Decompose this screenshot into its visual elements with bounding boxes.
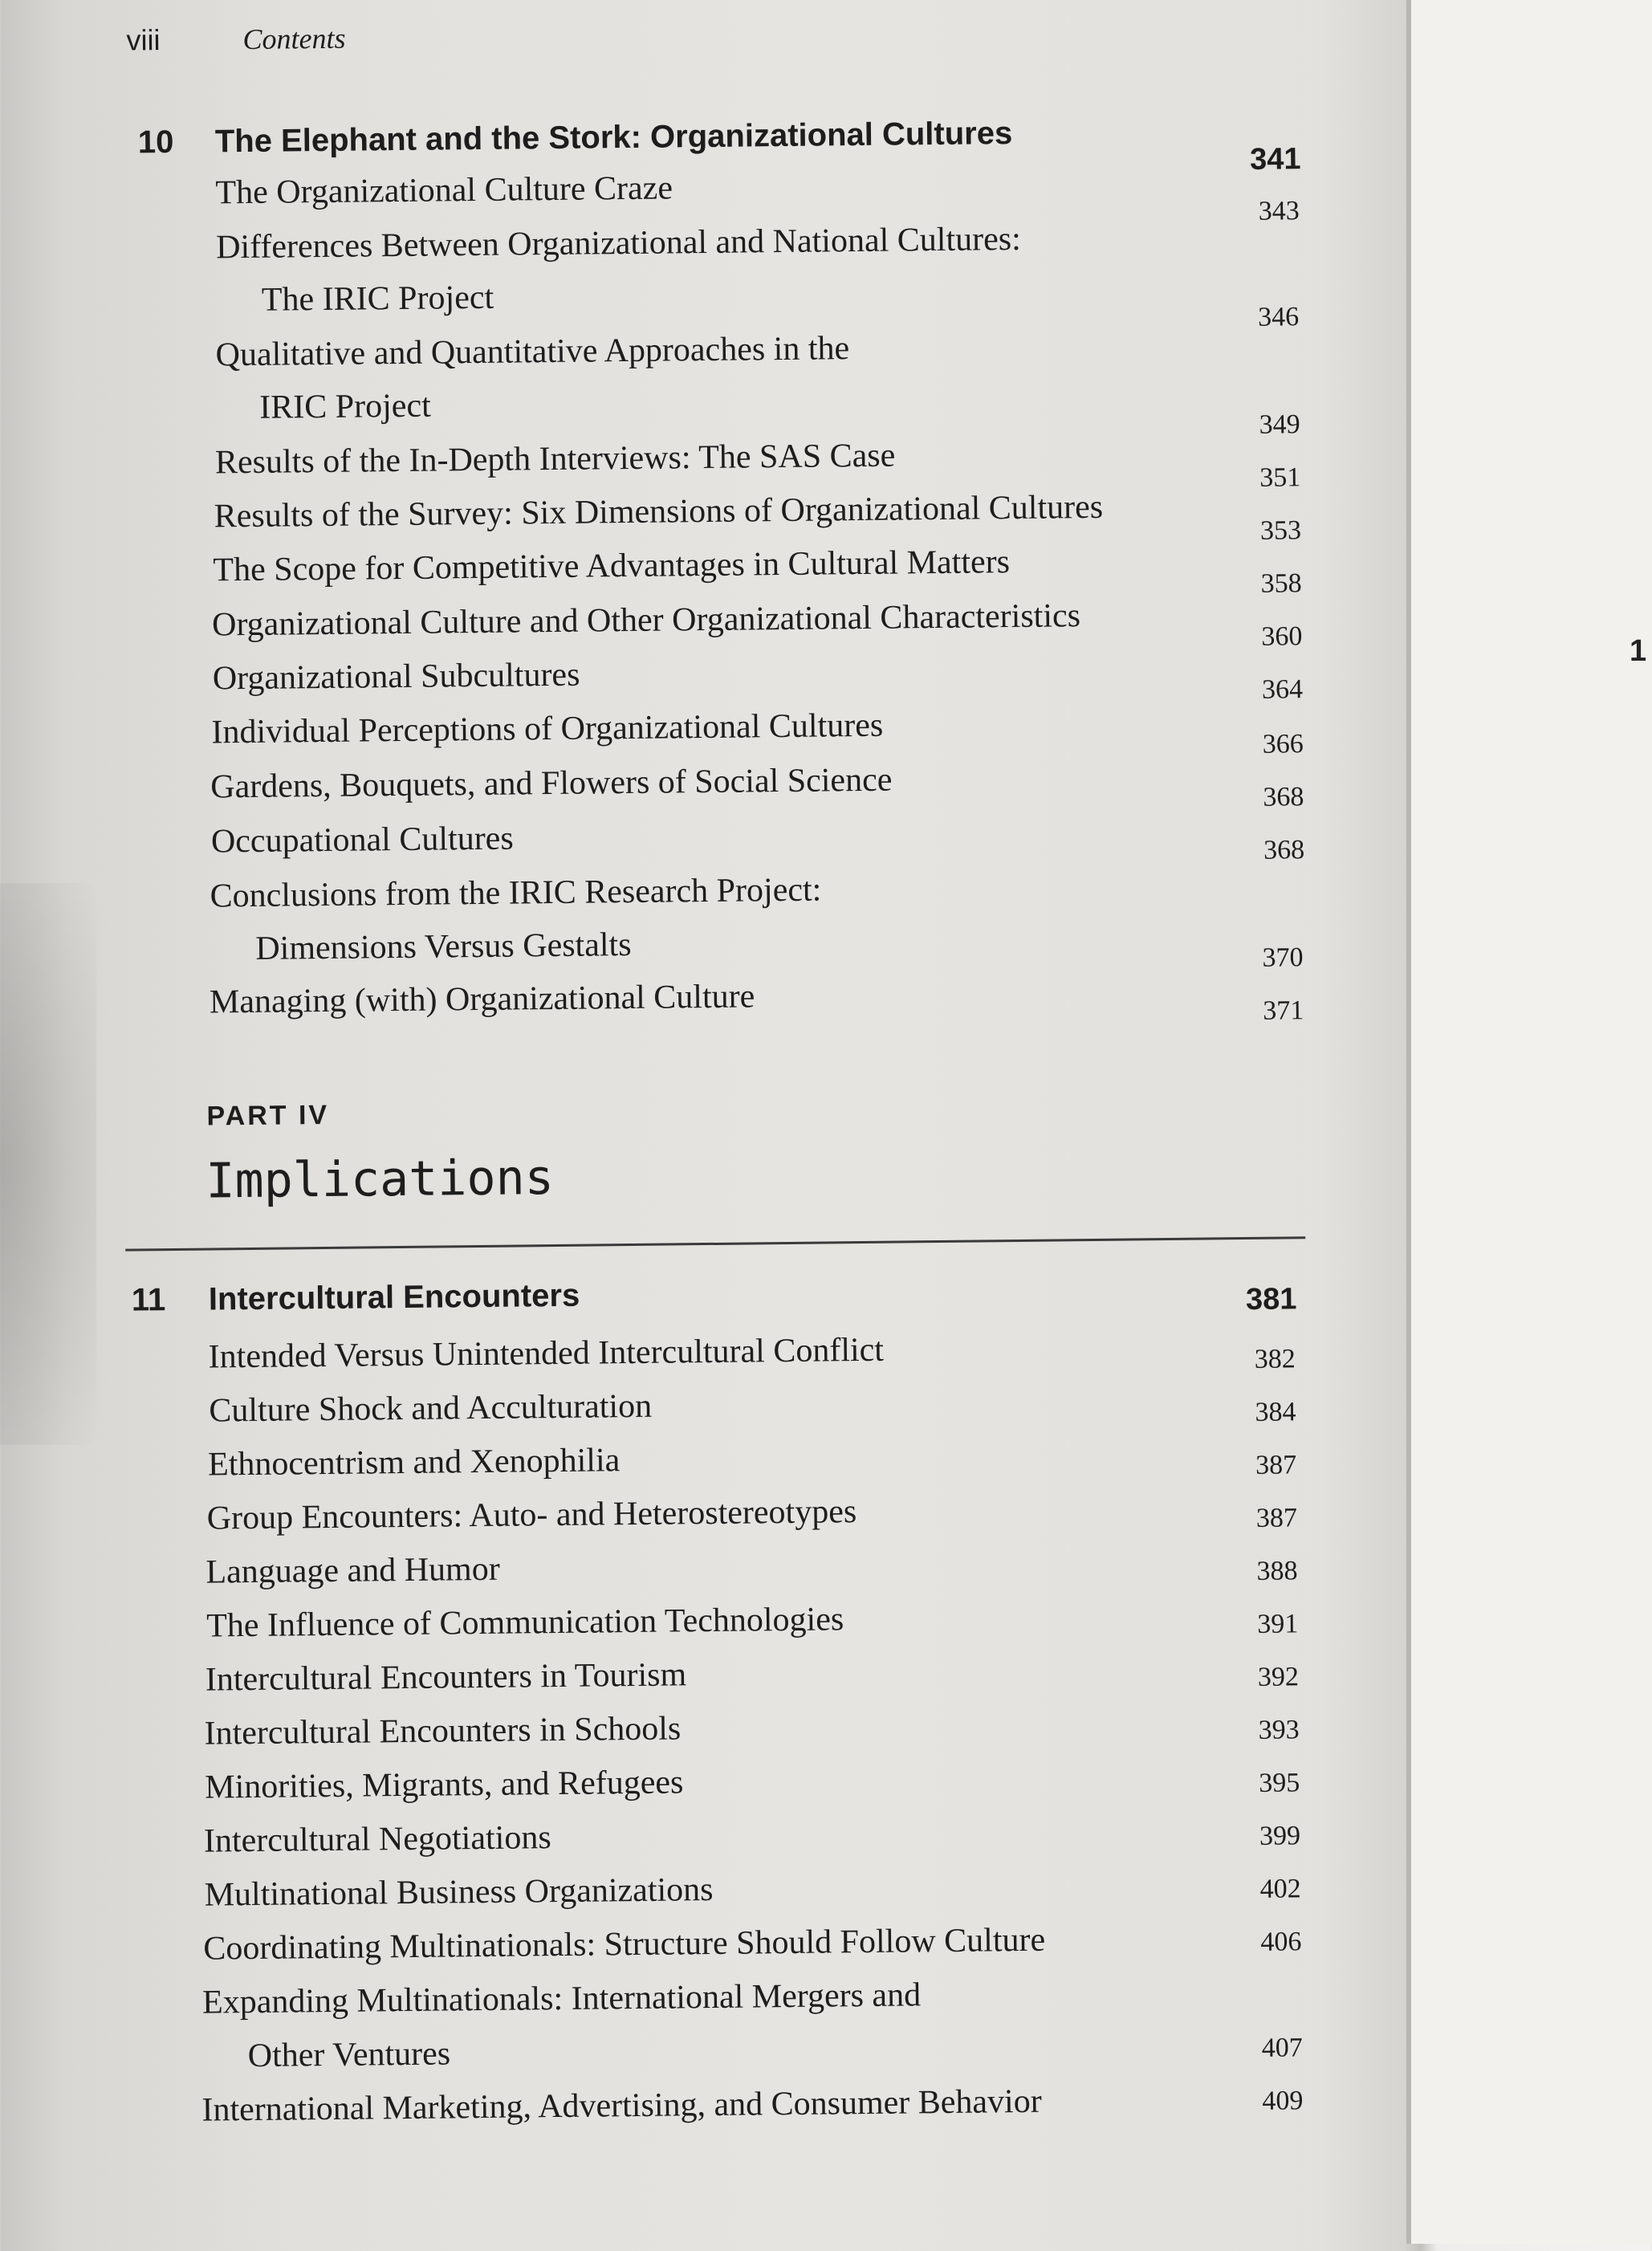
toc-entry[interactable]: Individual Perceptions of Organizational Cultures (211, 706, 884, 751)
toc-page: 368 (1263, 835, 1305, 865)
toc-page: 382 (1254, 1344, 1296, 1374)
toc-entry[interactable]: Intercultural Encounters in Tourism (205, 1656, 687, 1699)
facing-page (1411, 0, 1652, 2244)
toc-page: 391 (1257, 1609, 1299, 1639)
toc-entry[interactable]: IRIC Project (259, 387, 431, 426)
toc-page: 384 (1255, 1397, 1296, 1427)
facing-page-glyph: 1 (1630, 634, 1647, 668)
toc-entry[interactable]: The IRIC Project (261, 279, 494, 319)
toc-page: 346 (1257, 302, 1300, 332)
toc-entry[interactable]: The Scope for Competitive Advantages in Cultural Matters (213, 543, 1011, 589)
toc-page: 370 (1262, 942, 1304, 973)
running-title: Contents (242, 22, 346, 55)
part-title: Implications (205, 1150, 555, 1210)
toc-entry[interactable]: Ethnocentrism and Xenophilia (207, 1442, 621, 1484)
toc-page: 393 (1258, 1715, 1300, 1745)
toc-page: 353 (1259, 515, 1302, 546)
toc-page: 387 (1255, 1503, 1298, 1533)
toc-entry[interactable]: Intercultural Negotiations (203, 1819, 551, 1860)
toc-page: 371 (1263, 995, 1304, 1026)
toc-page: 409 (1262, 2086, 1304, 2116)
toc-entry[interactable]: Minorities, Migrants, and Refugees (205, 1764, 684, 1806)
toc-page: 387 (1255, 1450, 1297, 1480)
toc-page: 349 (1259, 409, 1300, 440)
toc-page: 368 (1263, 782, 1304, 812)
section-rule (125, 1236, 1305, 1251)
toc-page: 366 (1262, 729, 1304, 759)
toc-entry[interactable]: Language and Humor (205, 1550, 500, 1591)
toc-entry[interactable]: Results of the Survey: Six Dimensions of Organizational Cultures (214, 488, 1104, 535)
toc-page: 399 (1259, 1821, 1301, 1851)
toc-entry[interactable]: Multinational Business Organizations (204, 1870, 714, 1914)
toc-entry[interactable]: Expanding Multinationals: International Mergers and (201, 1976, 922, 2021)
toc-entry[interactable]: International Marketing, Advertising, and Consumer Behavior (201, 2082, 1042, 2129)
chapter-number: 10 (137, 124, 174, 161)
toc-entry[interactable]: Gardens, Bouquets, and Flowers of Social Science (210, 761, 893, 806)
chapter-title: Intercultural Encounters (208, 1277, 580, 1317)
toc-entry[interactable]: Group Encounters: Auto- and Heterostereotypes (206, 1493, 857, 1537)
toc-entry[interactable]: Qualitative and Quantitative Approaches in the (215, 330, 850, 374)
toc-entry[interactable]: Occupational Cultures (210, 820, 514, 861)
toc-entry[interactable]: Dimensions Versus Gestalts (255, 926, 632, 967)
toc-entry[interactable]: The Organizational Culture Craze (215, 169, 673, 212)
toc-page: 343 (1258, 196, 1300, 226)
toc-entry[interactable]: Coordinating Multinationals: Structure Should Follow Culture (203, 1921, 1046, 1968)
chapter-number: 11 (131, 1282, 166, 1318)
toc-page: 402 (1259, 1874, 1301, 1904)
toc-entry[interactable]: Culture Shock and Acculturation (209, 1387, 653, 1430)
page-number-roman: viii (126, 23, 161, 57)
chapter-page: 341 (1249, 142, 1301, 177)
toc-entry[interactable]: Managing (with) Organizational Culture (209, 978, 755, 1021)
toc-page: 358 (1260, 568, 1302, 599)
toc-entry[interactable]: Other Ventures (247, 2035, 451, 2075)
toc-page: 392 (1257, 1662, 1300, 1692)
toc-page: 360 (1261, 621, 1303, 652)
toc-page: 407 (1261, 2033, 1303, 2063)
toc-entry[interactable]: Intercultural Encounters in Schools (204, 1710, 682, 1752)
toc-page: 406 (1260, 1927, 1302, 1957)
toc-entry[interactable]: Intended Versus Unintended Intercultural Conflict (208, 1331, 885, 1376)
toc-entry[interactable]: Results of the In-Depth Interviews: The SAS Case (214, 437, 896, 482)
chapter-title: The Elephant and the Stork: Organizational Cultures (214, 115, 1013, 160)
toc-entry[interactable]: Differences Between Organizational and National Cultures: (215, 220, 1021, 267)
toc-entry[interactable]: Organizational Culture and Other Organizational Characteristics (211, 597, 1081, 644)
toc-page: 351 (1259, 462, 1301, 493)
running-head (126, 22, 346, 57)
toc-page: 388 (1256, 1556, 1298, 1586)
chapter-page: 381 (1245, 1282, 1297, 1317)
toc-entry[interactable]: Conclusions from the IRIC Research Project: (210, 871, 822, 915)
part-label: PART IV (206, 1099, 330, 1132)
toc-entry[interactable]: Organizational Subcultures (212, 656, 580, 698)
toc-page: 395 (1259, 1768, 1300, 1798)
toc-page: 364 (1261, 674, 1304, 705)
toc-entry[interactable]: The Influence of Communication Technologies (205, 1601, 844, 1645)
